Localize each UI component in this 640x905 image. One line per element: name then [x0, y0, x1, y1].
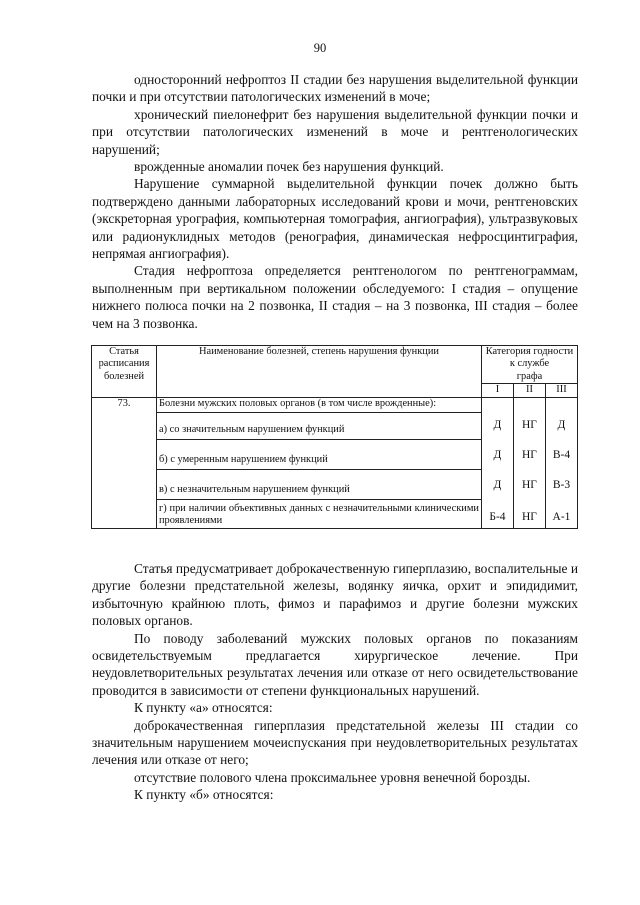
- paragraph: Нарушение суммарной выделительной функции почек должно быть подтверждено данными лабораторных исследований крови и мочи, рентгеновских (экскреторная урография, компьютерная томография, ангиография), ультразвуковых или радионуклидных методов (ренография, динамическая нефросцинтиграфия, непрямая ангиография).: [92, 176, 578, 262]
- category-value: Д: [557, 419, 566, 432]
- table-row-c: в) с незначительным нарушением функций: [157, 469, 482, 499]
- grafa-1-values: [481, 397, 513, 528]
- category-value: НГ: [521, 449, 537, 462]
- article-number: 73.: [92, 397, 157, 528]
- paragraph: К пункту «а» относятся:: [134, 700, 273, 716]
- paragraph: Стадия нефроптоза определяется рентгенологом по рентгенограммам, выполненным при вертикальном положении обследуемого: I стадия – опущение нижнего полюса почки на 2 позвонка, II стадия – на 3 позвонка, III стадия – более чем на 3 позвонка.: [92, 263, 578, 331]
- category-value: Д: [493, 449, 502, 462]
- paragraph: доброкачественная гиперплазия предстательной железы III стадии со значительным нарушением мочеиспускания при неудовлетворительных результатах лечения или отказе от него;: [92, 717, 578, 768]
- disease-schedule-table: [91, 345, 578, 529]
- paragraph: врожденные аномалии почек без нарушения функций.: [134, 159, 444, 175]
- category-value: В-4: [552, 449, 571, 462]
- category-value: Д: [493, 419, 502, 432]
- category-value: Б-4: [489, 511, 506, 524]
- category-value: Д: [493, 479, 502, 492]
- header-grafa-1: I: [481, 384, 513, 397]
- page-number: 90: [313, 41, 327, 55]
- after-text: [92, 560, 578, 804]
- paragraph: отсутствие полового члена проксимальнее уровня венечной борозды.: [134, 769, 531, 785]
- table-row-a: а) со значительным нарушением функций: [157, 412, 482, 439]
- table-row-d: г) при наличии объективных данных с незначительными клиническими проявлениями: [157, 499, 482, 528]
- paragraph: По поводу заболеваний мужских половых органов по показаниям освидетельствуемым предлагается хирургическое лечение. При неудовлетворительных результатах лечения или отказе от него освидетельствование проводится в зависимости от степени функциональных нарушений.: [92, 630, 578, 698]
- category-value: НГ: [521, 511, 537, 524]
- category-value: НГ: [521, 419, 537, 432]
- table-row-b: б) с умеренным нарушением функций: [157, 439, 482, 469]
- category-value: А-1: [552, 511, 571, 524]
- category-value: НГ: [521, 479, 537, 492]
- category-value: В-3: [552, 479, 571, 492]
- header-category: Категория годности к службе: [481, 346, 577, 371]
- header-grafa-3: III: [545, 384, 577, 397]
- intro-text: [92, 71, 578, 332]
- paragraph: К пункту «б» относятся:: [134, 787, 274, 803]
- paragraph: односторонний нефроптоз II стадии без нарушения выделительной функции почки и при отсутствии патологических изменений в моче;: [92, 72, 578, 105]
- grafa-2-values: [513, 397, 545, 528]
- table-row-title: Болезни мужских половых органов (в том числе врожденные):: [157, 397, 482, 412]
- grafa-3-values: [545, 397, 577, 528]
- paragraph: Статья предусматривает доброкачественную гиперплазию, воспалительные и другие болезни предстательной железы, водянку яичка, орхит и эпидидимит, избыточную крайнюю плоть, фимоз и парафимоз и другие болезни мужских половых органов.: [92, 561, 578, 629]
- header-article: Статья расписания болезней: [92, 346, 157, 398]
- header-disease-name: Наименование болезней, степень нарушения функции: [157, 346, 482, 398]
- header-grafa-2: II: [513, 384, 545, 397]
- header-grafa: графа: [481, 371, 577, 384]
- paragraph: хронический пиелонефрит без нарушения выделительной функции почки и при отсутствии патологических изменений в моче и рентгенологических нарушений;: [92, 106, 578, 157]
